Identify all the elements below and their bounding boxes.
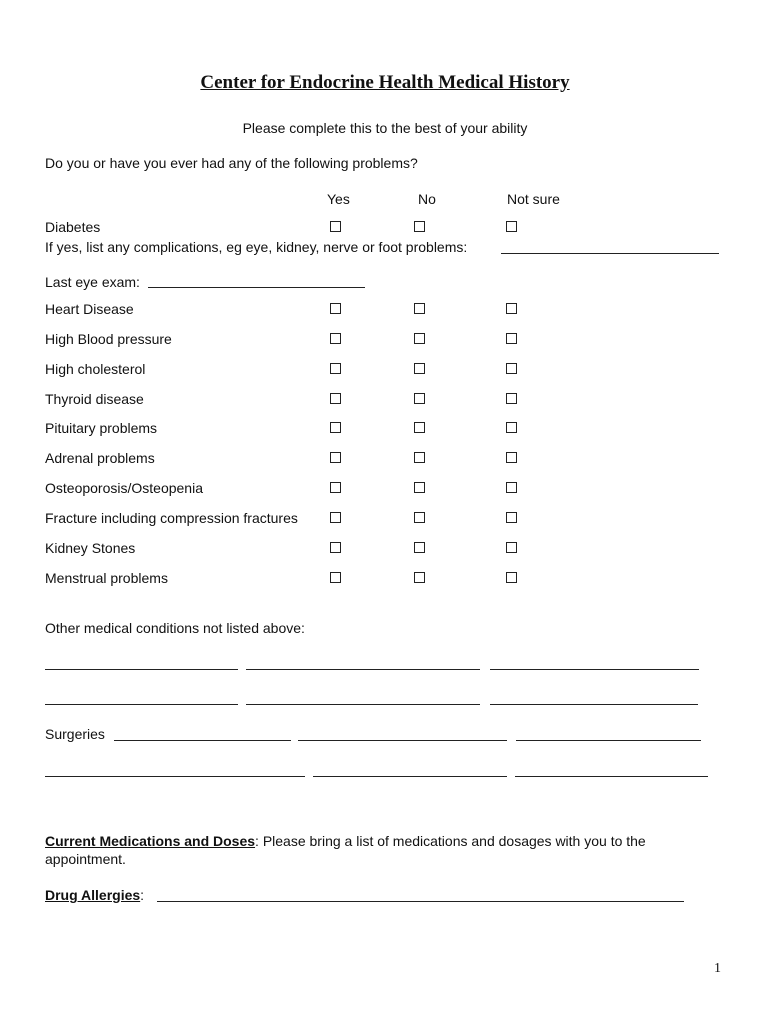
other-conditions-field[interactable] (246, 669, 480, 670)
checkbox-yes[interactable] (330, 303, 341, 314)
checkbox-yes[interactable] (330, 542, 341, 553)
checkbox-yes[interactable] (330, 393, 341, 404)
checkbox-not-sure[interactable] (506, 512, 517, 523)
surgeries-field[interactable] (114, 740, 291, 741)
medications-text-continued: appointment. (45, 851, 126, 867)
condition-label: High Blood pressure (45, 331, 172, 347)
page-number: 1 (714, 961, 721, 976)
surgeries-field[interactable] (515, 776, 708, 777)
other-conditions-field[interactable] (490, 704, 698, 705)
question-text: Do you or have you ever had any of the following problems? (45, 155, 418, 171)
condition-label: Osteoporosis/Osteopenia (45, 480, 203, 496)
last-eye-exam-field[interactable] (148, 287, 365, 288)
checkbox-not-sure[interactable] (506, 482, 517, 493)
drug-allergies-heading: Drug Allergies (45, 887, 141, 903)
page-title: Center for Endocrine Health Medical History (200, 72, 570, 93)
diabetes-complications-field[interactable] (501, 253, 719, 254)
medications-paragraph (45, 833, 646, 850)
medications-text: : Please bring a list of medications and dosages with you to the (255, 833, 646, 849)
other-conditions-label: Other medical conditions not listed above: (45, 620, 305, 636)
drug-allergies-colon: : (140, 887, 145, 903)
checkbox-yes[interactable] (330, 482, 341, 493)
other-conditions-field[interactable] (490, 669, 699, 670)
surgeries-field[interactable] (516, 740, 701, 741)
medications-heading: Current Medications and Doses (45, 833, 256, 849)
checkbox-not-sure[interactable] (506, 422, 517, 433)
surgeries-label: Surgeries (45, 726, 105, 742)
checkbox-no[interactable] (414, 393, 425, 404)
condition-label: Thyroid disease (45, 391, 144, 407)
checkbox-not-sure[interactable] (506, 542, 517, 553)
condition-label: Menstrual problems (45, 570, 168, 586)
condition-label: High cholesterol (45, 361, 146, 377)
checkbox-no[interactable] (414, 572, 425, 583)
checkbox-no[interactable] (414, 512, 425, 523)
condition-label: Kidney Stones (45, 540, 136, 556)
checkbox-no[interactable] (414, 303, 425, 314)
checkbox-diabetes-yes[interactable] (330, 221, 341, 232)
checkbox-not-sure[interactable] (506, 333, 517, 344)
condition-label: Heart Disease (45, 301, 134, 317)
other-conditions-field[interactable] (246, 704, 480, 705)
instructions: Please complete this to the best of your ability (242, 120, 528, 136)
checkbox-no[interactable] (414, 482, 425, 493)
checkbox-yes[interactable] (330, 572, 341, 583)
condition-label-diabetes: Diabetes (45, 219, 101, 235)
checkbox-yes[interactable] (330, 512, 341, 523)
checkbox-no[interactable] (414, 333, 425, 344)
checkbox-no[interactable] (414, 542, 425, 553)
checkbox-no[interactable] (414, 422, 425, 433)
checkbox-no[interactable] (414, 452, 425, 463)
checkbox-not-sure[interactable] (506, 303, 517, 314)
diabetes-complications-label: If yes, list any complications, eg eye, kidney, nerve or foot problems: (45, 239, 468, 255)
condition-label: Pituitary problems (45, 420, 158, 436)
checkbox-yes[interactable] (330, 422, 341, 433)
column-header-no: No (418, 191, 436, 207)
checkbox-diabetes-not-sure[interactable] (506, 221, 517, 232)
surgeries-field[interactable] (298, 740, 507, 741)
drug-allergies-row (45, 887, 144, 904)
checkbox-yes[interactable] (330, 452, 341, 463)
checkbox-no[interactable] (414, 363, 425, 374)
drug-allergies-field[interactable] (157, 901, 684, 902)
checkbox-yes[interactable] (330, 363, 341, 374)
column-header-not-sure: Not sure (507, 191, 560, 207)
checkbox-not-sure[interactable] (506, 393, 517, 404)
condition-label: Fracture including compression fractures (45, 510, 298, 526)
other-conditions-field[interactable] (45, 669, 238, 670)
checkbox-not-sure[interactable] (506, 572, 517, 583)
condition-label: Adrenal problems (45, 450, 155, 466)
checkbox-not-sure[interactable] (506, 452, 517, 463)
column-header-yes: Yes (327, 191, 350, 207)
other-conditions-field[interactable] (45, 704, 238, 705)
checkbox-yes[interactable] (330, 333, 341, 344)
checkbox-diabetes-no[interactable] (414, 221, 425, 232)
last-eye-exam-label: Last eye exam: (45, 274, 140, 290)
checkbox-not-sure[interactable] (506, 363, 517, 374)
surgeries-field[interactable] (45, 776, 305, 777)
surgeries-field[interactable] (313, 776, 507, 777)
